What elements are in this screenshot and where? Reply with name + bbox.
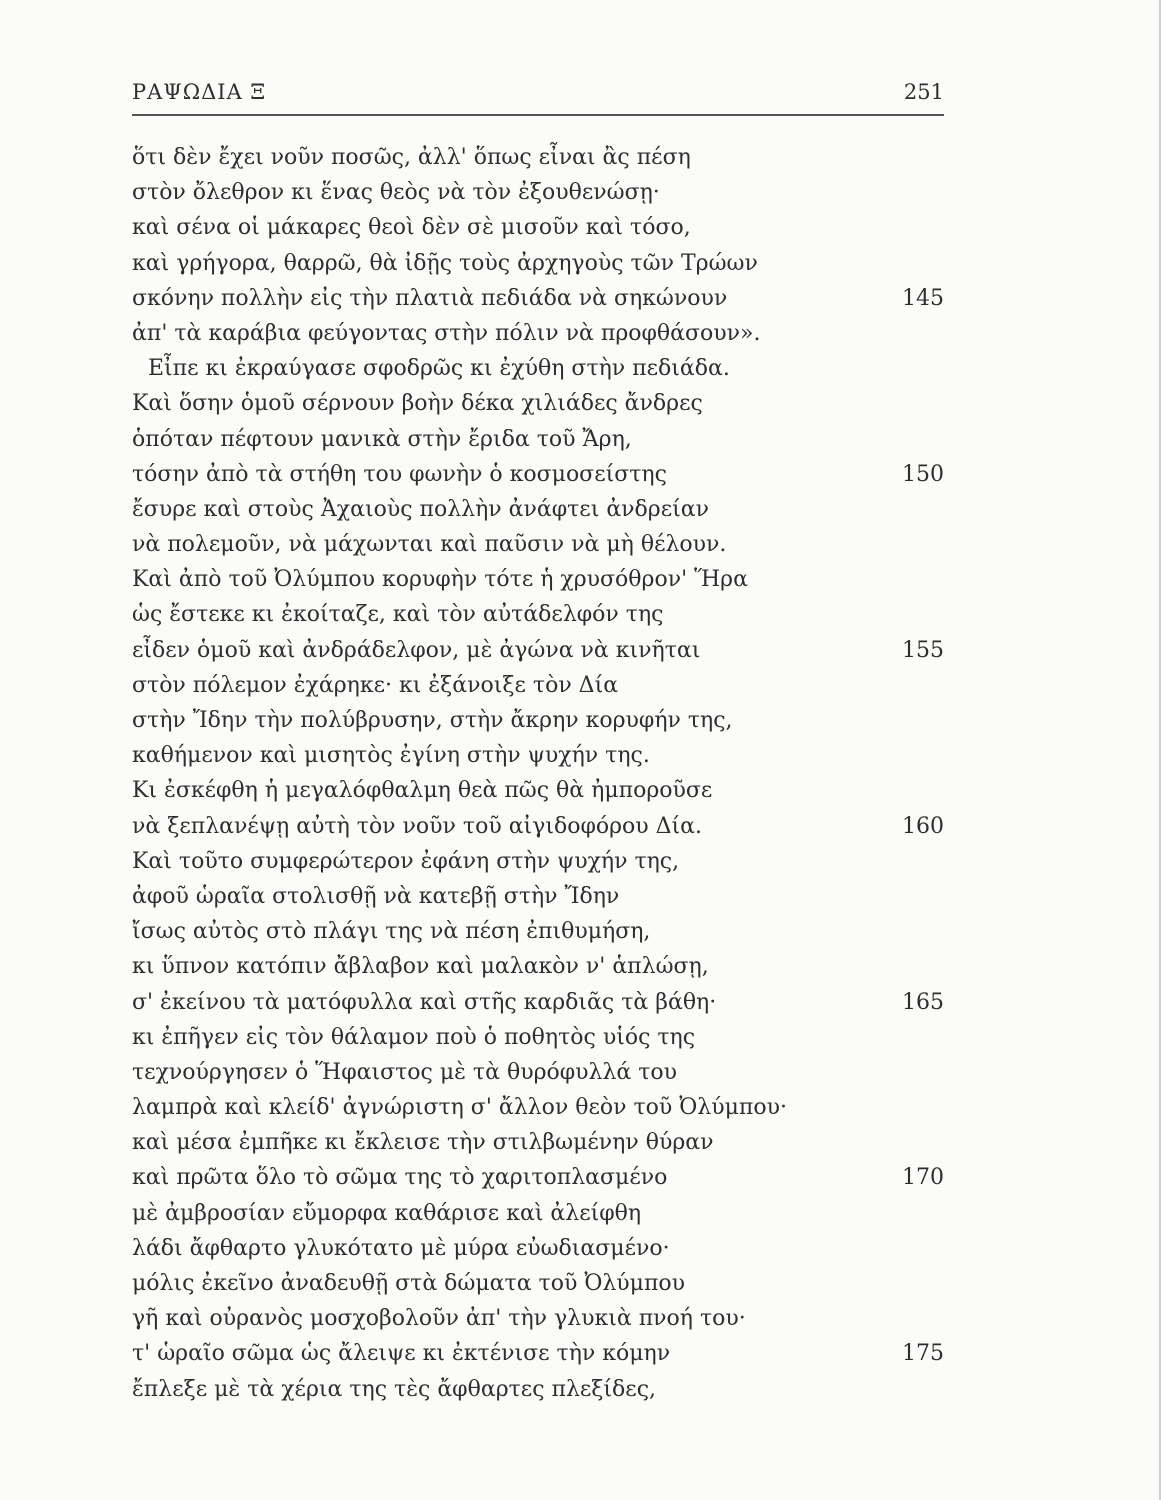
verse-text: νὰ πολεμοῦν, νὰ μάχωνται καὶ παῦσιν νὰ μὴ θέλουν.: [132, 532, 727, 558]
line-number: 165: [902, 989, 944, 1015]
verse-line: [132, 492, 944, 527]
line-number: 150: [902, 461, 944, 487]
verse-line: [132, 597, 944, 632]
verse-line: [132, 1125, 944, 1160]
verse-line: [132, 914, 944, 949]
verse-text: ἔσυρε καὶ στοὺς Ἀχαιοὺς πολλὴν ἀνάφτει ἀνδρείαν: [132, 496, 709, 522]
verse-line: [132, 422, 944, 457]
verse-text: στὸν πόλεμον ἐχάρηκε· κι ἐξάνοιξε τὸν Δία: [132, 672, 619, 698]
verse-line: [132, 949, 944, 984]
line-number: 155: [902, 637, 944, 663]
verse-line: [132, 246, 944, 281]
running-head: [132, 80, 944, 110]
verse-text: μὲ ἀμβροσίαν εὔμορφα καθάρισε καὶ ἀλείφθη: [132, 1200, 642, 1226]
verse-text: τόσην ἀπὸ τὰ στήθη του φωνὴν ὁ κοσμοσείστης: [132, 461, 667, 487]
verse-text: τεχνούργησεν ὁ Ἥφαιστος μὲ τὰ θυρόφυλλά του: [132, 1059, 678, 1085]
verse-text: στὸν ὄλεθρον κι ἕνας θεὸς νὰ τὸν ἐξουθενώσῃ·: [132, 180, 660, 206]
verse-text: κι ἐπῆγεν εἰς τὸν θάλαμον ποὺ ὁ ποθητὸς υἱός της: [132, 1024, 696, 1050]
line-number: 145: [902, 285, 944, 311]
verse-line: [132, 175, 944, 210]
verse-line: [132, 668, 944, 703]
verse-text: σ' ἐκείνου τὰ ματόφυλλα καὶ στῆς καρδιᾶς τὰ βάθη·: [132, 989, 717, 1015]
verse-line: [132, 140, 944, 175]
verse-line: [132, 562, 944, 597]
verse-text: καὶ γρήγορα, θαρρῶ, θὰ ἰδῇς τοὺς ἀρχηγοὺς τῶν Τρώων: [132, 250, 758, 276]
verse-text: καθήμενον καὶ μισητὸς ἐγίνη στὴν ψυχήν της.: [132, 743, 650, 769]
verse-line: [132, 1301, 944, 1336]
verse-text: καὶ πρῶτα ὅλο τὸ σῶμα της τὸ χαριτοπλασμένο: [132, 1165, 668, 1191]
verse-line: [132, 703, 944, 738]
verse-line: [132, 1020, 944, 1055]
verse-line: [132, 809, 944, 844]
verse-text: ἔπλεξε μὲ τὰ χέρια της τὲς ἄφθαρτες πλεξίδες,: [132, 1376, 657, 1402]
verse-text: ἴσως αὐτὸς στὸ πλάγι της νὰ πέση ἐπιθυμήση,: [132, 919, 651, 945]
verse-text: εἶδεν ὁμοῦ καὶ ἀνδράδελφον, μὲ ἀγώνα νὰ κινῆται: [132, 637, 701, 663]
verse-line: [132, 210, 944, 245]
verse-text: λαμπρὰ καὶ κλείδ' ἀγνώριστη σ' ἄλλον θεὸν τοῦ Ὀλύμπου·: [132, 1095, 787, 1121]
verse-line: [132, 773, 944, 808]
verse-line: [132, 1231, 944, 1266]
verse-text: ἀπ' τὰ καράβια φεύγοντας στὴν πόλιν νὰ προφθάσουν».: [132, 320, 761, 346]
verse-line: [132, 879, 944, 914]
verse-text: κι ὕπνον κατόπιν ἄβλαβον καὶ μαλακὸν ν' ἁπλώσῃ,: [132, 954, 709, 980]
verse-line: [132, 1372, 944, 1407]
verse-text: καὶ σένα οἱ μάκαρες θεοὶ δὲν σὲ μισοῦν καὶ τόσο,: [132, 215, 691, 241]
verse-text: ἀφοῦ ὡραῖα στολισθῇ νὰ κατεβῇ στὴν Ἴδην: [132, 883, 620, 909]
verse-text: μόλις ἐκεῖνο ἀναδευθῇ στὰ δώματα τοῦ Ὀλύμπου: [132, 1271, 686, 1296]
verse-text: νὰ ξεπλανέψῃ αὐτὴ τὸν νοῦν τοῦ αἰγιδοφόρου Δία.: [132, 813, 703, 839]
chapter-title: ΡΑΨΩΔΙΑ Ξ: [132, 80, 267, 104]
page-number: 251: [903, 80, 944, 104]
verse-line: [132, 351, 944, 386]
verse-line: [132, 1196, 944, 1231]
verse-text: καὶ μέσα ἐμπῆκε κι ἔκλεισε τὴν στιλβωμένην θύραν: [132, 1130, 714, 1156]
verse-block: [132, 140, 944, 1407]
verse-line: [132, 281, 944, 316]
header-rule: [132, 114, 944, 116]
verse-text: ὅτι δὲν ἔχει νοῦν ποσῶς, ἀλλ' ὅπως εἶναι ἂς πέση: [132, 145, 691, 170]
verse-line: [132, 1160, 944, 1195]
verse-text: λάδι ἄφθαρτο γλυκότατο μὲ μύρα εὐωδιασμένο·: [132, 1235, 670, 1261]
verse-line: [132, 1090, 944, 1125]
line-number: 160: [902, 813, 944, 839]
verse-line: [132, 1266, 944, 1301]
verse-line: [132, 1055, 944, 1090]
verse-text: Κι ἐσκέφθη ἡ μεγαλόφθαλμη θεὰ πῶς θὰ ἠμποροῦσε: [132, 778, 713, 804]
verse-text: γῆ καὶ οὐρανὸς μοσχοβολοῦν ἀπ' τὴν γλυκιὰ πνοή του·: [132, 1306, 746, 1332]
verse-text: Καὶ τοῦτο συμφερώτερον ἐφάνη στὴν ψυχήν της,: [132, 848, 680, 874]
verse-text: στὴν Ἴδην τὴν πολύβρυσην, στὴν ἄκρην κορυφήν της,: [132, 708, 733, 733]
verse-text: σκόνην πολλὴν εἰς τὴν πλατιὰ πεδιάδα νὰ σηκώνουν: [132, 285, 728, 311]
line-number: 175: [902, 1341, 944, 1367]
verse-text: ὡς ἔστεκε κι ἐκοίταζε, καὶ τὸν αὐτάδελφόν της: [132, 602, 664, 628]
verse-line: [132, 316, 944, 351]
verse-line: [132, 457, 944, 492]
verse-line: [132, 738, 944, 773]
verse-text: Εἶπε κι ἐκραύγασε σφοδρῶς κι ἐχύθη στὴν πεδιάδα.: [148, 356, 730, 382]
line-number: 170: [902, 1165, 944, 1191]
verse-text: Καὶ ὅσην ὁμοῦ σέρνουν βοὴν δέκα χιλιάδες ἄνδρες: [132, 391, 703, 417]
verse-text: Καὶ ἀπὸ τοῦ Ὀλύμπου κορυφὴν τότε ἡ χρυσόθρον' Ἥρα: [132, 567, 748, 593]
verse-text: τ' ὡραῖο σῶμα ὡς ἄλειψε κι ἐκτένισε τὴν κόμην: [132, 1341, 671, 1367]
verse-line: [132, 527, 944, 562]
verse-line: [132, 633, 944, 668]
verse-line: [132, 1336, 944, 1371]
verse-line: [132, 985, 944, 1020]
verse-line: [132, 386, 944, 421]
verse-line: [132, 844, 944, 879]
verse-text: ὁπόταν πέφτουν μανικὰ στὴν ἔριδα τοῦ Ἄρη,: [132, 426, 632, 452]
